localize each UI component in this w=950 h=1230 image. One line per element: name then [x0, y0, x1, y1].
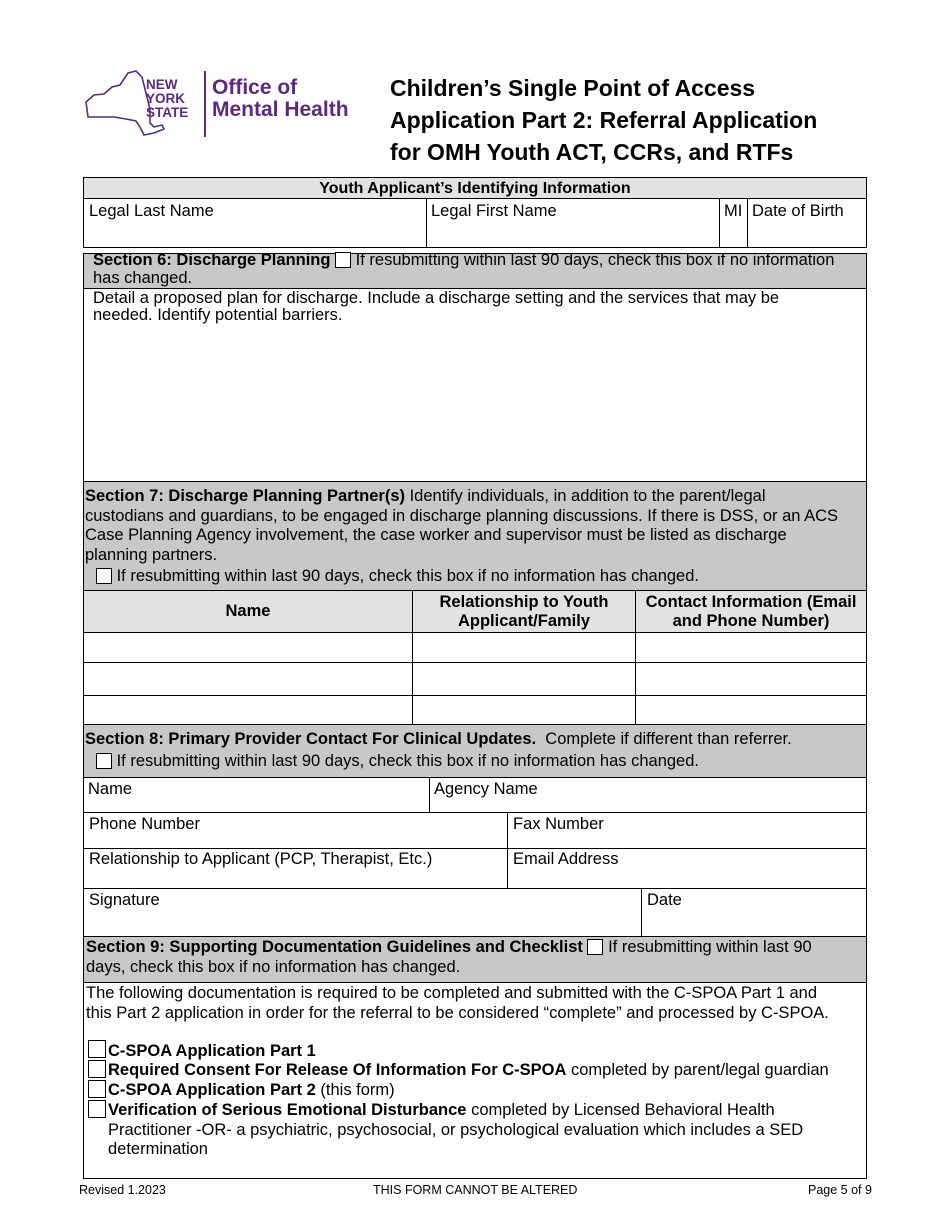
divider [426, 198, 427, 248]
checklist-part2-label: C-SPOA Application Part 2 [108, 1081, 316, 1099]
section7-desc-line2: custodians and guardians, to be engaged in discharge planning discussions. If there is DSS, or an ACS [85, 506, 839, 525]
section9-title: Section 9: Supporting Documentation Guidelines and Checklist [86, 938, 583, 956]
section7-desc-part1: Identify individuals, in addition to the parent/legal [409, 487, 766, 505]
checklist-consent-checkbox[interactable] [88, 1060, 106, 1078]
table-row[interactable] [83, 632, 867, 663]
column-header-relationship-line2: Applicant/Family [457, 611, 591, 630]
section6-resubmit-text-2: has changed. [93, 269, 193, 287]
section6-resubmit-text: If resubmitting within last 90 days, check this box if no information [355, 251, 835, 269]
section8-title: Section 8: Primary Provider Contact For Clinical Updates. [85, 730, 537, 748]
logo-line3: STATE [146, 105, 189, 120]
checklist-item [108, 1042, 316, 1062]
section9-intro-line1: The following documentation is required to be completed and submitted with the C-SPOA Part 1 and [86, 984, 817, 1002]
section8-row-signature [83, 888, 867, 937]
checklist-item [108, 1061, 829, 1081]
section9-header-text [86, 938, 866, 977]
identifying-heading: Youth Applicant’s Identifying Information [319, 180, 631, 197]
divider [429, 777, 430, 813]
checklist-part2-rest: (this form) [315, 1081, 395, 1099]
checklist-sed-checkbox[interactable] [88, 1100, 106, 1118]
email-address-field[interactable]: Email Address [513, 850, 619, 868]
footer-page-number: Page 5 of 9 [808, 1183, 872, 1197]
checklist-consent-label: Required Consent For Release Of Information For C-SPOA [108, 1061, 567, 1079]
legal-first-name-field[interactable]: Legal First Name [431, 202, 557, 220]
table-row[interactable] [83, 662, 867, 696]
date-of-birth-field[interactable]: Date of Birth [752, 202, 844, 220]
section8-title-line [85, 730, 792, 750]
logo-office-text [212, 77, 349, 121]
provider-name-field[interactable]: Name [88, 780, 133, 798]
section6-instructions [93, 290, 779, 324]
checklist-sed-line2: Practitioner -OR- a psychiatric, psychosocial, or psychological evaluation which includes a SED [108, 1120, 804, 1139]
section7-resubmit-text: If resubmitting within last 90 days, check this box if no information has changed. [116, 567, 699, 585]
logo-state-text [146, 78, 188, 120]
section7-resubmit-checkbox[interactable] [96, 568, 112, 584]
section6-instructions-line1: Detail a proposed plan for discharge. Include a discharge setting and the services that may be [93, 289, 780, 307]
checklist-sed-line3: determination [108, 1140, 208, 1158]
column-header-contact-line2: and Phone Number) [672, 611, 830, 630]
section8-note: Complete if different than referrer. [545, 730, 792, 748]
checklist-item [108, 1101, 858, 1160]
section6-header-text [93, 251, 865, 269]
section7-title: Section 7: Discharge Planning Partner(s) [85, 487, 405, 505]
legal-last-name-field[interactable]: Legal Last Name [89, 202, 214, 220]
column-header-contact-line1: Contact Information (Email [645, 592, 857, 611]
divider [641, 888, 642, 937]
section9-resubmit-checkbox[interactable] [587, 939, 603, 955]
section9-resubmit-text: If resubmitting within last 90 [608, 938, 812, 956]
section7-desc-line4: planning partners. [85, 545, 218, 564]
section7-description [85, 487, 865, 565]
logo-line1: NEW [146, 77, 178, 92]
footer-notice: THIS FORM CANNOT BE ALTERED [373, 1183, 578, 1197]
agency-name-field[interactable]: Agency Name [434, 780, 538, 798]
divider [747, 198, 748, 248]
checklist-consent-rest: completed by parent/legal guardian [566, 1061, 829, 1079]
section7-resubmit [96, 567, 699, 587]
logo-office-line1: Office of [212, 76, 298, 99]
section9-intro-line2: this Part 2 application in order for the referral to be considered “complete” and processed by C-SPOA. [86, 1003, 829, 1022]
relationship-field[interactable]: Relationship to Applicant (PCP, Therapist, Etc.) [89, 850, 433, 868]
fax-number-field[interactable]: Fax Number [513, 815, 604, 833]
divider [719, 198, 720, 248]
section9-intro [86, 984, 864, 1023]
title-line1: Children’s Single Point of Access [390, 75, 756, 101]
section8-resubmit-checkbox[interactable] [96, 753, 112, 769]
column-header-name: Name [225, 602, 271, 620]
footer-revised: Revised 1.2023 [79, 1183, 166, 1197]
logo-office-line2: Mental Health [212, 98, 349, 121]
table-row[interactable] [83, 695, 867, 725]
column-header-relationship [413, 590, 635, 633]
page-title [390, 72, 910, 168]
phone-number-field[interactable]: Phone Number [89, 815, 200, 833]
section8-resubmit [96, 752, 699, 772]
section8-resubmit-text: If resubmitting within last 90 days, check this box if no information has changed. [116, 752, 699, 770]
date-field[interactable]: Date [647, 891, 682, 909]
section6-resubmit-checkbox[interactable] [335, 252, 351, 268]
section9-resubmit-text-2: days, check this box if no information has changed. [86, 957, 461, 976]
checklist-part1-checkbox[interactable] [88, 1040, 106, 1058]
section7-desc-line3: Case Planning Agency involvement, the case worker and supervisor must be listed as discharge [85, 526, 787, 544]
checklist-sed-label: Verification of Serious Emotional Disturbance [108, 1101, 467, 1119]
column-header-contact [636, 590, 866, 633]
logo-line2: YORK [146, 91, 186, 106]
checklist-sed-rest: completed by Licensed Behavioral Health [466, 1101, 775, 1119]
section6-title: Section 6: Discharge Planning [93, 251, 331, 269]
title-line2: Application Part 2: Referral Application [390, 107, 818, 133]
checklist-item [108, 1081, 395, 1101]
column-header-relationship-line1: Relationship to Youth [439, 592, 609, 611]
nys-omh-logo [84, 65, 374, 145]
signature-field[interactable]: Signature [89, 891, 160, 909]
checklist-part2-checkbox[interactable] [88, 1080, 106, 1098]
section6-instructions-line2: needed. Identify potential barriers. [93, 306, 343, 324]
section8-row-phone [83, 812, 867, 849]
identifying-heading-bar [83, 177, 867, 199]
title-line3: for OMH Youth ACT, CCRs, and RTFs [390, 139, 794, 165]
checklist-part1-label: C-SPOA Application Part 1 [108, 1042, 316, 1060]
middle-initial-field[interactable]: MI [724, 202, 743, 220]
